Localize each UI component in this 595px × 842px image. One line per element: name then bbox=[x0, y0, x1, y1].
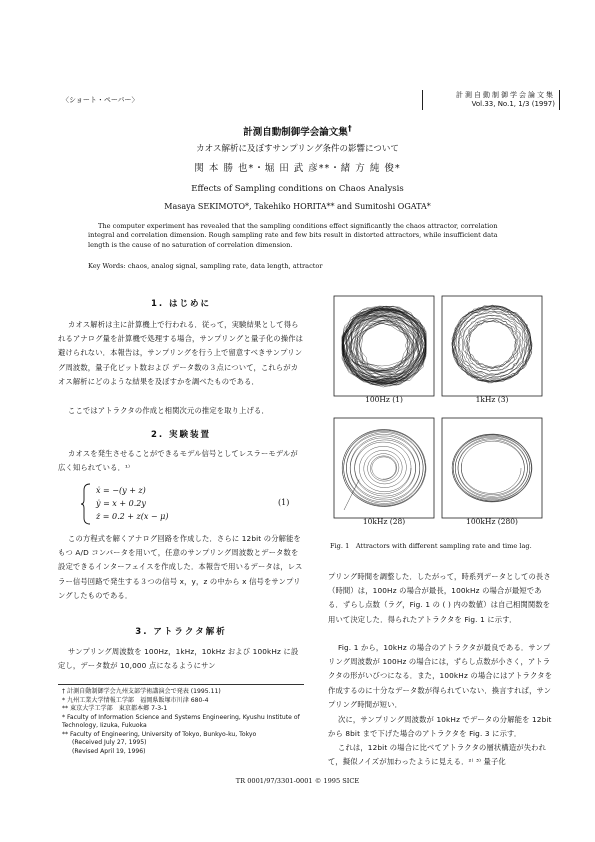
journal-volume: Vol.33, No.1, 1/3 (1997) bbox=[471, 99, 555, 108]
section-1-title: 1. はじめに bbox=[150, 299, 212, 309]
panel-frame-3 bbox=[334, 418, 434, 518]
right-paragraph-1: プリング時間を調整した．したがって，時系列データとしての長さ（時間）は，100Hz の場合が最長，100kHz の場合が最短である．ずらし点数（ラグ，Fig. 1 の ( ) 内の数値）は自己相関関数を用いて決定した．得られたアトラクタを Fig. 1 に示す． bbox=[328, 572, 551, 624]
attractor-1khz bbox=[452, 305, 532, 383]
equation-line-1: ẋ = −(y + z) bbox=[96, 486, 146, 495]
attractor-100khz bbox=[452, 434, 532, 502]
footnote-5: ** Faculty of Engineering, University of Tokyo, Bunkyo-ku, Tokyo bbox=[62, 730, 257, 738]
page-footer: TR 0001/97/3301-0001 © 1995 SICE bbox=[235, 777, 360, 785]
journal-header bbox=[422, 90, 560, 110]
article-category: 〈ショート・ペーパー〉 bbox=[62, 96, 139, 104]
attractor-plots bbox=[328, 290, 548, 530]
right-paragraph-4: これは，12bit の場合に比べてアトラクタの層状構造が失われて，擬似ノイズが加わったように見える．²⁾ ³⁾ 量子化 bbox=[328, 743, 547, 767]
figure-1 bbox=[328, 290, 548, 560]
section-2-paragraph-2: この方程式を解くアナログ回路を作成した．さらに 12bit の分解能をもつ A/D コンバータを用いて，任意のサンプリング周波数とデータ数を設定できるインターフェイスを作成した．本報告で用いるデータは，レスラー信号回路で発生する３つの信号 x，y，z の中から x 信号をサンプリングしたものである． bbox=[58, 534, 303, 600]
title-dagger: † bbox=[347, 124, 352, 133]
journal-name: 計測自動制御学会論文集 bbox=[456, 91, 555, 99]
footnote-revised: (Revised April 19, 1996) bbox=[72, 747, 146, 755]
footnotes bbox=[62, 688, 304, 756]
section-1-paragraph-1: カオス解析は主に計算機上で行われる．従って，実験結果として得られるアナログ量を計算機で処理する場合，サンプリングと量子化の操作は避けられない．本報告は，サンプリングを行う上で留意すべきサンプリング周波数，量子化ビット数および データ数の３点について，これらがカオス解析にどのような結果を及ぼすかを調べたものである． bbox=[58, 320, 304, 386]
japanese-authors: 関 本 勝 也*・堀 田 武 彦**・緒 方 純 俊* bbox=[194, 163, 401, 174]
footnote-2: * 九州工業大学情報工学部 福岡県飯塚市川津 680-4 bbox=[62, 696, 209, 704]
footnote-rule bbox=[58, 684, 304, 685]
panel-label-4: 100kHz (280) bbox=[466, 517, 518, 526]
panel-frame-4 bbox=[442, 418, 542, 518]
section-1-paragraph-2: ここではアトラクタの作成と相関次元の推定を取り上げる． bbox=[68, 406, 269, 415]
japanese-title: カオス解析に及ぼすサンプリング条件の影響について bbox=[196, 144, 399, 154]
equation-number: (1) bbox=[278, 498, 290, 507]
panel-label-1: 100Hz (1) bbox=[365, 395, 403, 404]
equation-line-2: ẏ = x + 0.2y bbox=[96, 499, 146, 508]
panel-label-2: 1kHz (3) bbox=[475, 395, 509, 404]
right-paragraph-2: Fig. 1 から，10kHz の場合のアトラクタが最良である．サンプリング周波数が 100Hz の場合には，ずらし点数が小さく，アトラクタの形がいびつになる．また，100kHz の場合にはアトラクタを作成するのに十分なデータ数が得られていない．換言すれば，サンプリング時間が短い． bbox=[328, 643, 553, 709]
rossler-equation bbox=[80, 482, 300, 526]
title-journal-line bbox=[0, 124, 595, 138]
english-title: Effects of Sampling conditions on Chaos Analysis bbox=[191, 184, 404, 194]
footnote-received: (Received July 27, 1995) bbox=[72, 739, 147, 746]
keywords: Key Words: chaos, analog signal, sampling rate, data length, attractor bbox=[88, 262, 323, 270]
section-3-title: 3. アトラクタ解析 bbox=[135, 627, 227, 637]
footnote-1: † 計測自動制御学会九州支部学術講演会で発表 (1995.11) bbox=[62, 688, 221, 695]
panel-label-3: 10kHz (28) bbox=[362, 517, 406, 526]
section-2-paragraph-1: カオスを発生させることができるモデル信号としてレスラーモデルが広く知られている．¹⁾ bbox=[58, 449, 298, 473]
attractor-100hz bbox=[342, 306, 426, 387]
english-authors: Masaya SEKIMOTO*, Takehiko HORITA** and Sumitoshi OGATA* bbox=[164, 202, 431, 211]
figure-caption: Fig. 1 Attractors with different sampling rate and time lag. bbox=[330, 542, 532, 550]
right-paragraph-3: 次に，サンプリング周波数が 10kHz でデータの分解能を 12bit から 8bit まで下げた場合のアトラクタを Fig. 3 に示す． bbox=[328, 715, 552, 739]
equation-line-3: ż = 0.2 + z(x − μ) bbox=[96, 512, 169, 521]
footnote-4: * Faculty of Information Science and Systems Engineering, Kyushu Institute of Technology, Iizuka, Fukuoka bbox=[62, 713, 300, 729]
section-3-paragraph-1: サンプリング周波数を 100Hz，1kHz，10kHz および 100kHz に設定し，データ数が 10,000 点になるようにサン bbox=[58, 647, 299, 671]
section-2-title: 2. 実験装置 bbox=[150, 430, 212, 440]
abstract: The computer experiment has revealed that the sampling conditions effect significantly the chaos attractor, correlation integral and correlation dimension. Rough sampling rate and few bits result in distorted attractors, while insufficient data length is the cause of no saturation of correlation dimension. bbox=[88, 222, 498, 249]
footnote-3: ** 東京大学工学部 東京都本郷 7-3-1 bbox=[62, 705, 168, 712]
equation-brace bbox=[80, 482, 94, 526]
title-journal: 計測自動制御学会論文集 bbox=[243, 127, 348, 139]
attractor-10khz bbox=[342, 429, 426, 510]
